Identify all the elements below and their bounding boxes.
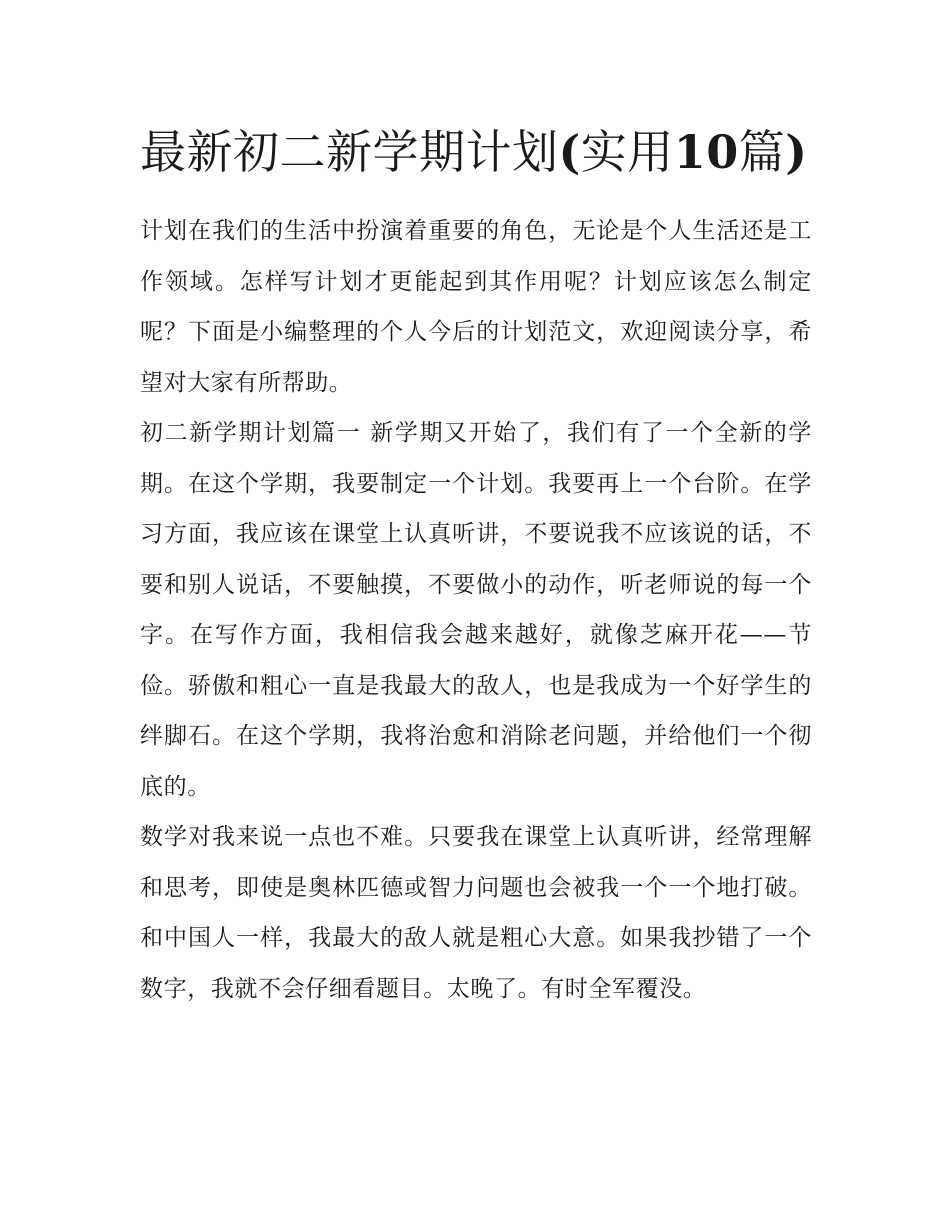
document-page — [140, 112, 812, 1014]
paragraph-plan-one: 初二新学期计划篇一 新学期又开始了，我们有了一个全新的学期。在这个学期，我要制定一个计划。我要再上一个台阶。在学习方面，我应该在课堂上认真听讲，不要说我不应该说的话，不要和别人说话，不要触摸，不要做小的动作，听老师说的每一个字。在写作方面，我相信我会越来越好，就像芝麻开花——节俭。骄傲和粗心一直是我最大的敌人，也是我成为一个好学生的绊脚石。在这个学期，我将治愈和消除老问题，并给他们一个彻底的。 — [140, 420, 812, 800]
paragraph-intro: 计划在我们的生活中扮演着重要的角色，无论是个人生活还是工作领域。怎样写计划才更能起到其作用呢？计划应该怎么制定呢？下面是小编整理的个人今后的计划范文，欢迎阅读分享，希望对大家有所帮助。 — [140, 218, 812, 396]
document-title: 最新初二新学期计划(实用10篇) — [140, 125, 808, 179]
paragraph-math: 数学对我来说一点也不难。只要我在课堂上认真听讲，经常理解和思考，即使是奥林匹德或智力问题也会被我一个一个地打破。和中国人一样，我最大的敌人就是粗心大意。如果我抄错了一个数字，我就不会仔细看题目。太晚了。有时全军覆没。 — [140, 824, 812, 1002]
